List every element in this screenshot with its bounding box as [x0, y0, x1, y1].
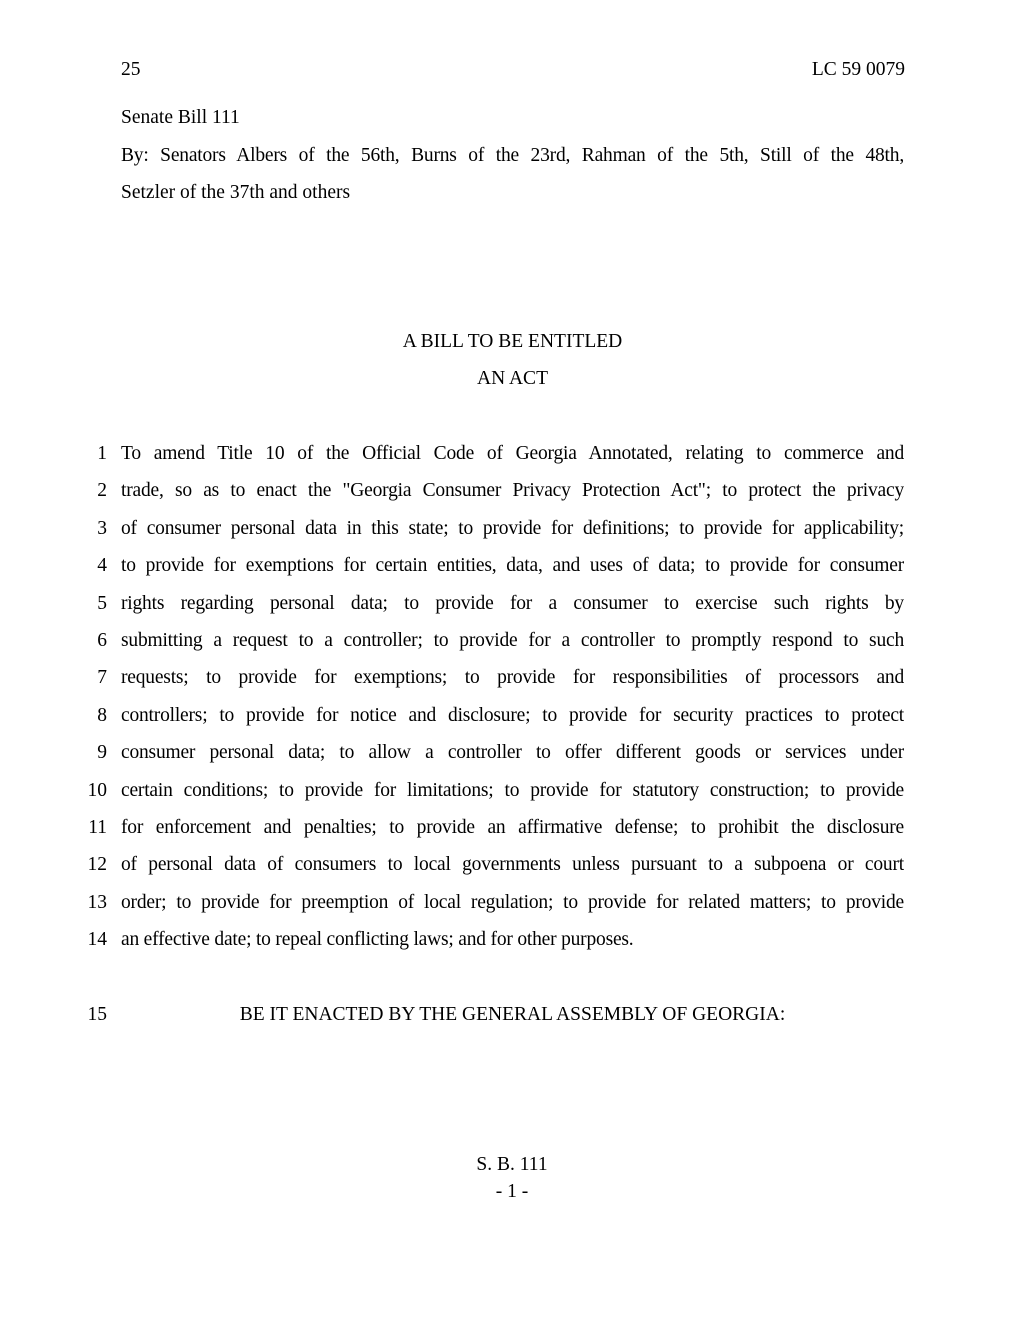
line-text: consumer personal data; to allow a controller to offer different goods or services under [121, 742, 904, 764]
page-header [121, 51, 905, 88]
sponsors-line-2: Setzler of the 37th and others [121, 182, 351, 203]
line-text: for enforcement and penalties; to provide an affirmative defense; to prohibit the disclosure [121, 816, 904, 838]
bill-line [75, 996, 904, 1033]
bill-line [75, 659, 904, 696]
line-text: order; to provide for preemption of local regulation; to provide for related matters; to provide [121, 891, 904, 913]
bill-line [75, 884, 904, 921]
line-number: 3 [97, 517, 107, 539]
bill-body [75, 435, 904, 958]
enacting-clause-row [75, 996, 904, 1033]
session-year: 25 [121, 59, 141, 80]
line-number: 2 [97, 480, 107, 502]
title-line-2: AN ACT [477, 368, 548, 390]
bill-line [75, 921, 904, 958]
line-number: 7 [97, 667, 107, 689]
bill-line [75, 585, 904, 622]
line-text: of consumer personal data in this state; to provide for definitions; to provide for applicability; [121, 517, 904, 539]
line-text: an effective date; to repeal conflicting laws; and for other purposes. [121, 929, 634, 951]
bill-line [75, 547, 904, 584]
title-line-1: A BILL TO BE ENTITLED [402, 331, 623, 352]
line-text: requests; to provide for exemptions; to provide for responsibilities of processors and [121, 667, 904, 689]
line-number: 5 [97, 592, 107, 614]
sponsor-block [121, 99, 904, 212]
line-text: submitting a request to a controller; to provide for a controller to promptly respond to such [121, 629, 904, 651]
line-number: 10 [87, 779, 107, 801]
line-text: trade, so as to enact the "Georgia Consumer Privacy Protection Act"; to protect the privacy [121, 480, 904, 502]
bill-label: Senate Bill 111 [121, 107, 240, 128]
bill-line [75, 697, 904, 734]
line-text: To amend Title 10 of the Official Code of Georgia Annotated, relating to commerce and [121, 443, 904, 464]
line-number: 8 [97, 704, 107, 726]
bill-line [75, 622, 904, 659]
bill-line [75, 809, 904, 846]
line-text: controllers; to provide for notice and disclosure; to provide for security practices to protect [121, 704, 904, 726]
bill-line [75, 510, 904, 547]
line-number: 13 [87, 891, 107, 913]
line-number: 12 [87, 854, 107, 876]
line-number: 14 [87, 929, 107, 951]
line-number: 9 [97, 742, 107, 764]
line-number: 4 [97, 555, 107, 577]
bill-line [75, 772, 904, 809]
bill-line [75, 846, 904, 883]
line-text: to provide for exemptions for certain entities, data, and uses of data; to provide for consumer [121, 555, 904, 577]
enacting-clause-text: BE IT ENACTED BY THE GENERAL ASSEMBLY OF GEORGIA: [239, 1004, 786, 1025]
line-number: 11 [88, 816, 107, 838]
sponsors-line-1: By: Senators Albers of the 56th, Burns of the 23rd, Rahman of the 5th, Still of the 48th, [121, 144, 904, 166]
footer-page-number: - 1 - [495, 1181, 529, 1202]
line-number: 15 [87, 1004, 107, 1025]
bill-line [75, 472, 904, 509]
document-code: LC 59 0079 [811, 59, 905, 80]
line-text: certain conditions; to provide for limitations; to provide for statutory construction; to provide [121, 779, 904, 801]
line-number: 1 [97, 443, 107, 464]
line-text: rights regarding personal data; to provide for a consumer to exercise such rights by [121, 592, 904, 614]
bill-title [121, 323, 904, 398]
bill-line [75, 435, 904, 472]
page-footer [0, 1151, 1024, 1205]
bill-line [75, 734, 904, 771]
footer-bill-number: S. B. 111 [476, 1154, 548, 1175]
line-number: 6 [97, 629, 107, 651]
line-text: of personal data of consumers to local governments unless pursuant to a subpoena or court [121, 854, 904, 876]
